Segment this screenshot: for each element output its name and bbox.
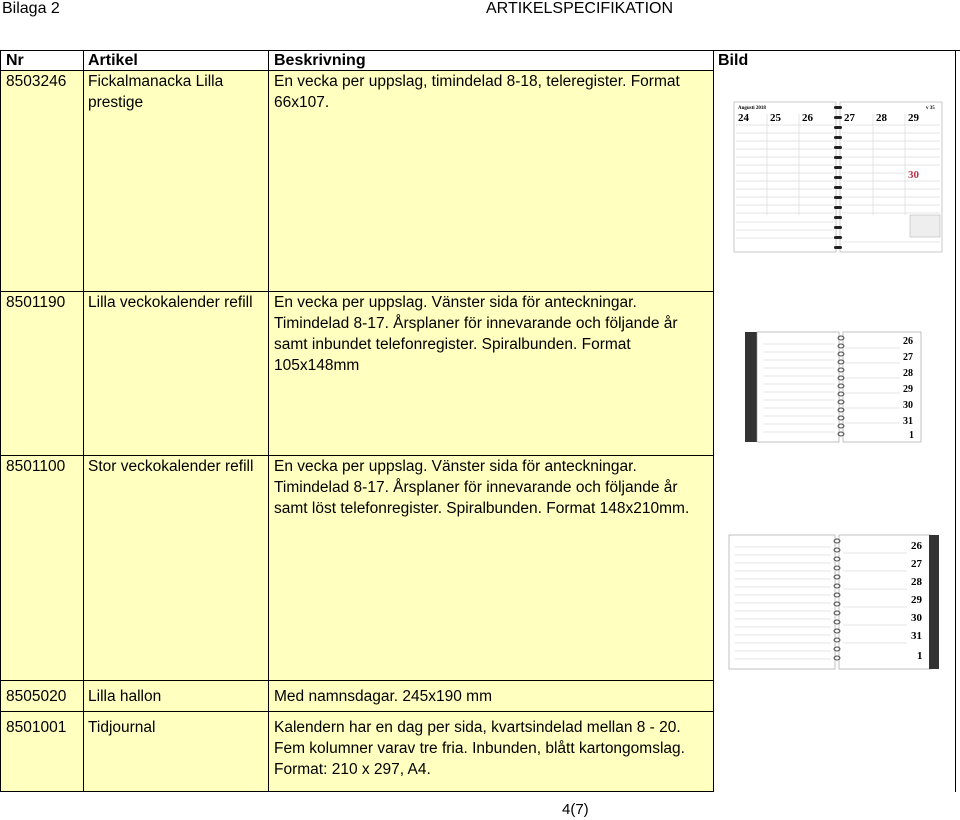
table-cell-artikel: Tidjournal bbox=[88, 719, 156, 736]
table-body-background bbox=[0, 70, 713, 792]
grid-line bbox=[0, 711, 713, 712]
planner-day-number: 25 bbox=[770, 112, 781, 124]
product-image-stor-veckokalender bbox=[727, 533, 941, 673]
planner-day-number: 24 bbox=[738, 112, 749, 124]
table-cell-beskrivning: Kalendern har en dag per sida, kvartsindelad mellan 8 - 20. Fem kolumner varav tre fria. Inbunden, blått kartongomslag. Format: 210 x 297, A4. bbox=[274, 719, 685, 778]
table-cell-artikel: Stor veckokalender refill bbox=[88, 458, 254, 475]
planner-day-number: 1 bbox=[909, 430, 914, 441]
planner-day-number: 30 bbox=[908, 169, 919, 181]
planner-day-number: 31 bbox=[903, 416, 913, 427]
planner-day-number: 27 bbox=[911, 558, 922, 570]
planner-day-number: 28 bbox=[903, 368, 913, 379]
table-cell-beskrivning: En vecka per uppslag. Vänster sida för anteckningar. Timindelad 8-17. Årsplaner för innevarande och följande år samt löst telefonregister. Spiralbunden. Format 148x210mm. bbox=[274, 458, 690, 517]
planner-day-number: 30 bbox=[911, 612, 922, 624]
product-image-lilla-veckokalender bbox=[745, 330, 925, 445]
table-cell-beskrivning: En vecka per uppslag, timindelad 8-18, teleregister. Format 66x107. bbox=[274, 73, 680, 111]
table-cell-artikel: Lilla hallon bbox=[88, 688, 162, 705]
table-cell-nr: 8501100 bbox=[6, 458, 66, 475]
table-cell-beskrivning: En vecka per uppslag. Vänster sida för anteckningar. Timindelad 8-17. Årsplaner för innevarande och följande år samt inbundet telefonregister. Spiralbunden. Format 105x148mm bbox=[274, 294, 678, 374]
planner-day-number: 29 bbox=[903, 384, 913, 395]
planner-day-number: 26 bbox=[911, 540, 922, 552]
grid-line bbox=[0, 680, 713, 681]
table-cell-artikel: Lilla veckokalender refill bbox=[88, 294, 253, 311]
planner-day-number: 31 bbox=[911, 630, 922, 642]
planner-day-number: 28 bbox=[876, 112, 887, 124]
grid-line bbox=[0, 791, 713, 792]
table-cell-nr: 8503246 bbox=[6, 73, 67, 90]
planner-day-number: 30 bbox=[903, 400, 913, 411]
planner-day-number: 28 bbox=[911, 576, 922, 588]
planner-month-label: Augusti 2018 bbox=[738, 106, 766, 111]
table-cell-nr: 8501001 bbox=[6, 719, 67, 736]
planner-day-number: 27 bbox=[903, 352, 913, 363]
grid-line bbox=[955, 50, 956, 792]
planner-day-number: 26 bbox=[903, 336, 913, 347]
column-header-bild: Bild bbox=[718, 52, 749, 69]
spec-table bbox=[0, 50, 960, 792]
column-header-nr: Nr bbox=[6, 52, 24, 69]
column-header-beskrivning: Beskrivning bbox=[274, 52, 366, 69]
column-header-artikel: Artikel bbox=[88, 52, 138, 69]
planner-week-label: v 35 bbox=[926, 106, 935, 111]
planner-day-number: 29 bbox=[911, 594, 922, 606]
table-cell-beskrivning: Med namnsdagar. 245x190 mm bbox=[274, 688, 492, 705]
grid-line bbox=[713, 50, 714, 792]
product-image-fickalmanacka bbox=[730, 100, 945, 260]
table-cell-nr: 8501190 bbox=[6, 294, 66, 311]
page-title: ARTIKELSPECIFIKATION bbox=[486, 0, 674, 17]
grid-line bbox=[0, 50, 960, 51]
planner-day-number: 29 bbox=[908, 112, 919, 124]
planner-day-number: 1 bbox=[917, 650, 923, 662]
page-number: 4(7) bbox=[562, 801, 589, 818]
planner-day-number: 26 bbox=[802, 112, 813, 124]
table-cell-nr: 8505020 bbox=[6, 688, 67, 705]
table-cell-artikel: Fickalmanacka Lilla prestige bbox=[88, 73, 224, 111]
planner-day-number: 27 bbox=[844, 112, 855, 124]
sheet-tab-label: Bilaga 2 bbox=[2, 0, 60, 17]
